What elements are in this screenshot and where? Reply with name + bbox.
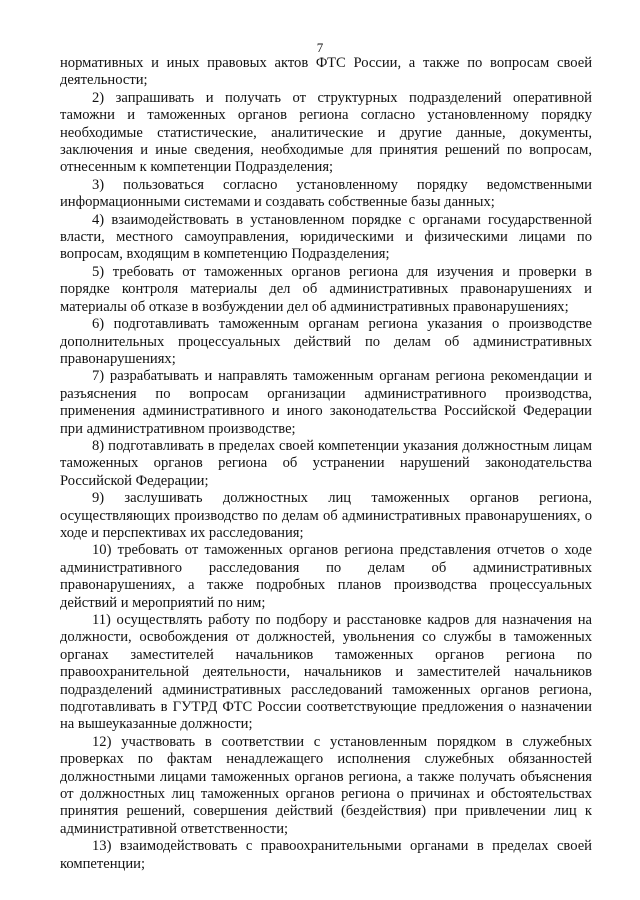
paragraph-item-2: 2) запрашивать и получать от структурных подразделений оперативной таможни и таможенных органов региона согласно установленному порядку необходимые статистические, аналитические и другие данные, документы, заключения и иные сведения, необходимые для принятия решений по вопросам, отнесенным к компетенции Подразделения; (60, 89, 592, 176)
document-body (60, 55, 592, 873)
paragraph-item-13: 13) взаимодействовать с правоохранительными органами в пределах своей компетенции; (60, 838, 592, 872)
paragraph-continuation: нормативных и иных правовых актов ФТС России, а также по вопросам своей деятельности; (60, 55, 592, 89)
paragraph-item-8: 8) подготавливать в пределах своей компетенции указания должностным лицам таможенных органов региона об устранении нарушений законодательства Российской Федерации; (60, 437, 592, 489)
paragraph-item-4: 4) взаимодействовать в установленном порядке с органами государственной власти, местного самоуправления, юридическими и физическими лицами по вопросам, входящим в компетенцию Подразделения; (60, 211, 592, 263)
paragraph-item-3: 3) пользоваться согласно установленному порядку ведомственными информационными системами и создавать собственные базы данных; (60, 176, 592, 211)
paragraph-item-7: 7) разрабатывать и направлять таможенным органам региона рекомендации и разъяснения по вопросам организации административного производства, применения административного и иного законодательства Российской Федерации при административном производстве; (60, 368, 592, 437)
page-number: 7 (316, 40, 324, 55)
paragraph-item-5: 5) требовать от таможенных органов региона для изучения и проверки в порядке контроля материалы дел об административных правонарушениях и материалы об отказе в возбуждении дел об административных правонарушениях; (60, 263, 592, 315)
paragraph-item-12: 12) участвовать в соответствии с установленным порядком в служебных проверках по фактам ненадлежащего исполнения служебных обязанностей должностными лицами таможенных органов региона, а также получать объяснения от должностных лиц таможенных органов региона о причинах и обстоятельствах принятия решений, совершения действий (бездействия) при привлечении лиц к административной ответственности; (60, 733, 592, 837)
paragraph-item-9: 9) заслушивать должностных лиц таможенных органов региона, осуществляющих производство по делам об административных правонарушениях, о ходе и перспективах их расследования; (60, 490, 592, 541)
paragraph-item-6: 6) подготавливать таможенным органам региона указания о производстве дополнительных процессуальных действий по делам об административных правонарушениях; (60, 316, 592, 367)
paragraph-item-10: 10) требовать от таможенных органов региона представления отчетов о ходе административного расследования по делам об административных правонарушениях, а также подробных планов производства процессуальных действий и мероприятий по ним; (60, 542, 592, 611)
paragraph-item-11: 11) осуществлять работу по подбору и расстановке кадров для назначения на должности, освобождения от должностей, увольнения со службы в таможенных органах заместителей начальников таможенных органов региона по правоохранительной деятельности, начальников и заместителей начальников подразделений административных расследований таможенных органов региона, подготавливать в ГУТРД ФТС России соответствующие предложения о назначении на вышеуказанные должности; (60, 612, 592, 733)
